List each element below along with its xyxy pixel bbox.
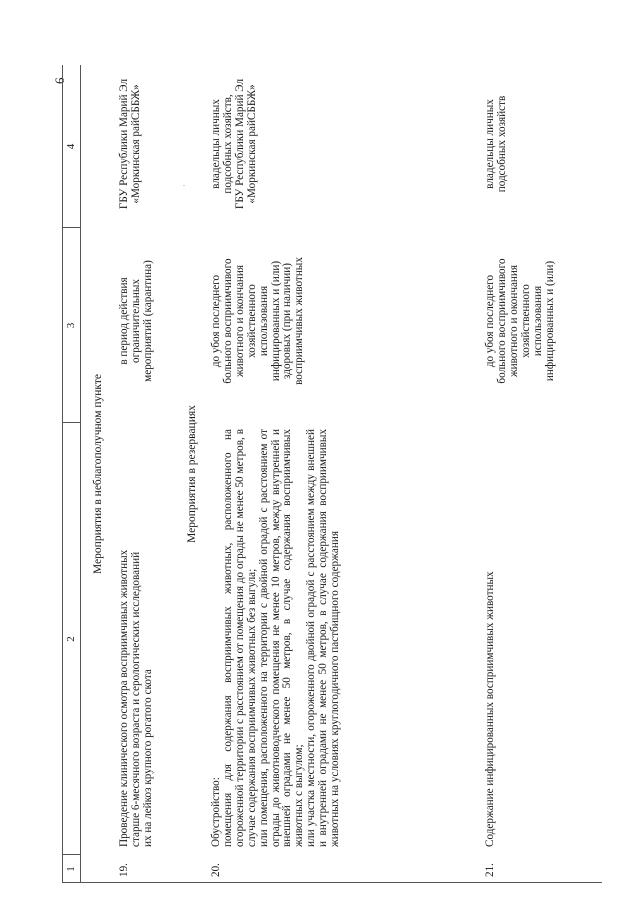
row-19-period: в период действия ограничительных мероприятий (карантина) [118, 260, 154, 382]
column-header-4: 4 [65, 143, 77, 150]
row-21-period: до убоя последнего больного восприимчивого животного и окончания хозяйственного использования инфицированных и (или) [484, 258, 556, 384]
page-mark: · [180, 184, 189, 187]
row-19-responsible: ГБУ Республики Марий Эл «Моркинская райСББЖ» [118, 78, 142, 210]
column-header-3: 3 [65, 322, 77, 329]
page-number: 6 [52, 77, 67, 84]
section-title-reservations: Мероприятия в резервациях [186, 405, 198, 543]
row-21-measure: Содержание инфицированных восприимчивых животных [484, 571, 496, 847]
row-19-measure: Проведение клинического осмотра восприимчивых животных старше 6-месячного возраста и серологических исследований их на лейкоз крупного рогатого скота [118, 549, 154, 847]
row-21-responsible: владельцы личных подсобных хозяйств [484, 95, 508, 193]
measures-table [62, 65, 602, 883]
row-number-21: 21. [484, 863, 496, 877]
row-number-20: 20. [210, 863, 222, 877]
row-number-19: 19. [118, 863, 130, 877]
column-header-2: 2 [65, 636, 77, 642]
header-bottom-border [80, 65, 81, 883]
section-title-non-affected: Мероприятия в неблагополучном пункте [92, 374, 104, 575]
column-header-1: 1 [65, 866, 77, 872]
row-20-period: до убоя последнего больного восприимчивого животного и окончания хозяйственного использования инфицированных и (или) здоровых (при наличии) восприимчивых животных [210, 257, 306, 385]
column-divider [62, 882, 602, 883]
row-20-measure: Обустройство: помещения для содержания восприимчивых животных, расположенного на огороженной территории с расстоянием от помещения до ограды не менее 50 метров, в случае содержания восприимчивых животных без выгула; или помещения, расположенного на территории с двойной оградой с расстоянием от ограды до животноводческого помещения не менее 10 метров, между внутренней и внешней оградами не менее 50 метров, в случае содержания восприимчивых животных с выгулом; или участка местности, огороженного двойной оградой с расстоянием между внешней и внутренней оградами не менее 50 метров, в случае содержания восприимчивых животных на условиях круглогодичного пастбищного содержания [210, 429, 342, 847]
row-20-responsible: владельцы личных подсобных хозяйств, ГБУ Республики Марий Эл «Моркинская райСББЖ» [210, 78, 258, 210]
